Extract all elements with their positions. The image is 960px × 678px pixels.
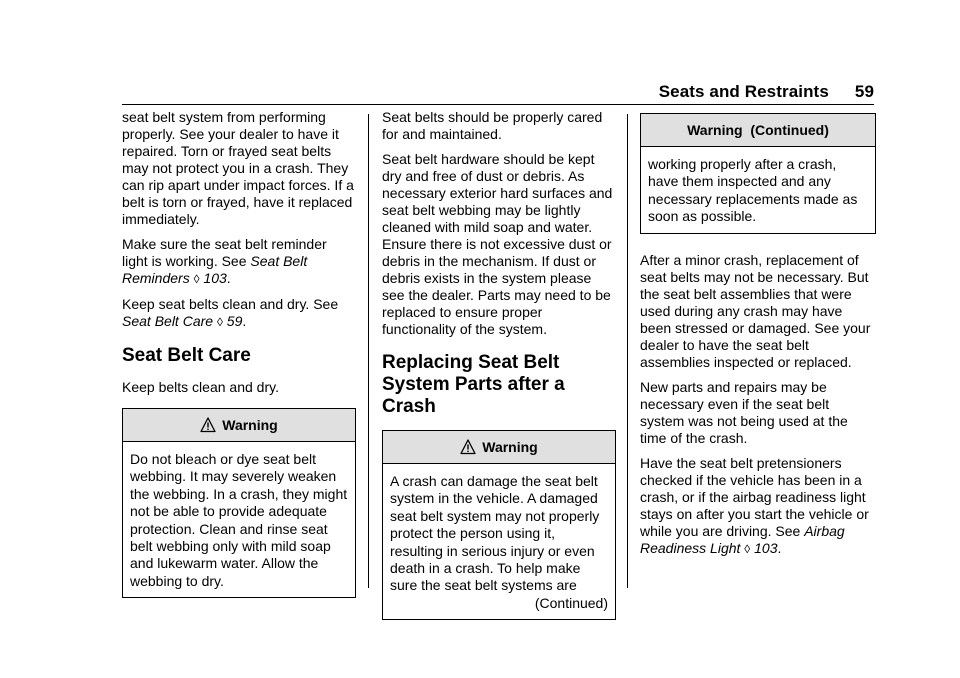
warning-header [641, 114, 875, 147]
warning-text [383, 464, 615, 619]
paragraph [122, 236, 356, 288]
warning-text: working properly after a crash, have them inspected and any necessary replacements made as soon as possible. [648, 156, 858, 225]
warning-box [382, 430, 616, 620]
header-rule [122, 104, 874, 105]
page-ref[interactable]: 59 [226, 313, 243, 329]
column-3 [640, 109, 876, 566]
paragraph [122, 296, 356, 331]
paragraph: Keep belts clean and dry. [122, 379, 279, 395]
warning-triangle-icon [200, 417, 216, 433]
paragraph-text: Keep seat belts clean and dry. See [122, 296, 339, 312]
cross-reference-link[interactable]: Seat Belt Reminders [122, 253, 308, 286]
paragraph-text: . [242, 313, 247, 329]
paragraph: After a minor crash, replacement of seat belts may not be necessary. But the seat belt assemblies that were used during any crash may have been stressed or damaged. See your dealer to have the seat belt assemblies inspected or replaced. [640, 251, 871, 370]
warning-title: Warning [222, 416, 278, 433]
paragraph-text: . [226, 270, 231, 286]
column-2 [382, 109, 616, 620]
paragraph: seat belt system from performing properly. See your dealer to have it repaired. Torn or frayed seat belts may not protect you in a crash. They can rip apart under impact forces. If a belt is torn or frayed, have it replaced immediately. [122, 109, 354, 227]
page-header [659, 82, 874, 102]
cross-reference-link[interactable]: Seat Belt Care [122, 313, 214, 329]
section-title: Seats and Restraints [658, 82, 829, 101]
section-heading: Replacing Seat Belt System Parts after a Crash [382, 352, 565, 417]
paragraph-text: Have the seat belt pretensioners checked if the vehicle has been in a crash, or if the airbag readiness light stays on after you start the vehicle or while you are driving. See [640, 454, 869, 539]
warning-box [640, 113, 876, 234]
warning-text: Do not bleach or dye seat belt webbing. It may severely weaken the webbing. In a crash, they might not be able to provide adequate protection. Clean and rinse seat belt webbing only with mild soap and lukewarm water. Allow the webbing to dry. [130, 451, 348, 589]
warning-triangle-icon [460, 439, 476, 455]
warning-title: Warning (Continued) [687, 121, 829, 138]
paragraph: Seat belt hardware should be kept dry and free of dust or debris. As necessary exterior hard surfaces and seat belt webbing may be lightly cleaned with mild soap and water. Ensure there is not excessive dust or debris in the mechanism. If dust or debris exists in the system please see the dealer. Parts may need to be replaced to ensure proper functionality of the system. [382, 151, 613, 337]
column-1 [122, 109, 356, 598]
warning-body: A crash can damage the seat belt system in the vehicle. A damaged seat belt system may not properly protect the person using it, resulting in serious injury or even death in a crash. To help make sure the seat belt systems are [390, 473, 600, 594]
page-ref-icon: ◊ [216, 315, 223, 329]
paragraph: New parts and repairs may be necessary even if the seat belt system was not being used at the time of the crash. [640, 378, 848, 446]
warning-title: Warning [482, 438, 538, 455]
cross-reference-link[interactable]: Airbag Readiness Light [640, 522, 845, 556]
warning-header [123, 409, 355, 442]
page-ref-icon: ◊ [744, 541, 751, 556]
paragraph-text: . [777, 539, 782, 556]
paragraph: Seat belts should be properly cared for and maintained. [382, 109, 603, 142]
column-divider [627, 114, 628, 588]
page-ref[interactable]: 103 [754, 539, 778, 556]
page-number: 59 [854, 82, 874, 101]
page-ref[interactable]: 103 [203, 270, 227, 286]
column-divider [368, 114, 369, 588]
page-ref-icon: ◊ [193, 272, 200, 286]
section-heading: Seat Belt Care [122, 345, 251, 366]
warning-box [122, 408, 356, 598]
paragraph [640, 455, 876, 558]
warning-header [383, 431, 615, 464]
paragraph-text: Make sure the seat belt reminder light is working. See [122, 236, 327, 269]
continued-label: (Continued) [534, 594, 608, 611]
